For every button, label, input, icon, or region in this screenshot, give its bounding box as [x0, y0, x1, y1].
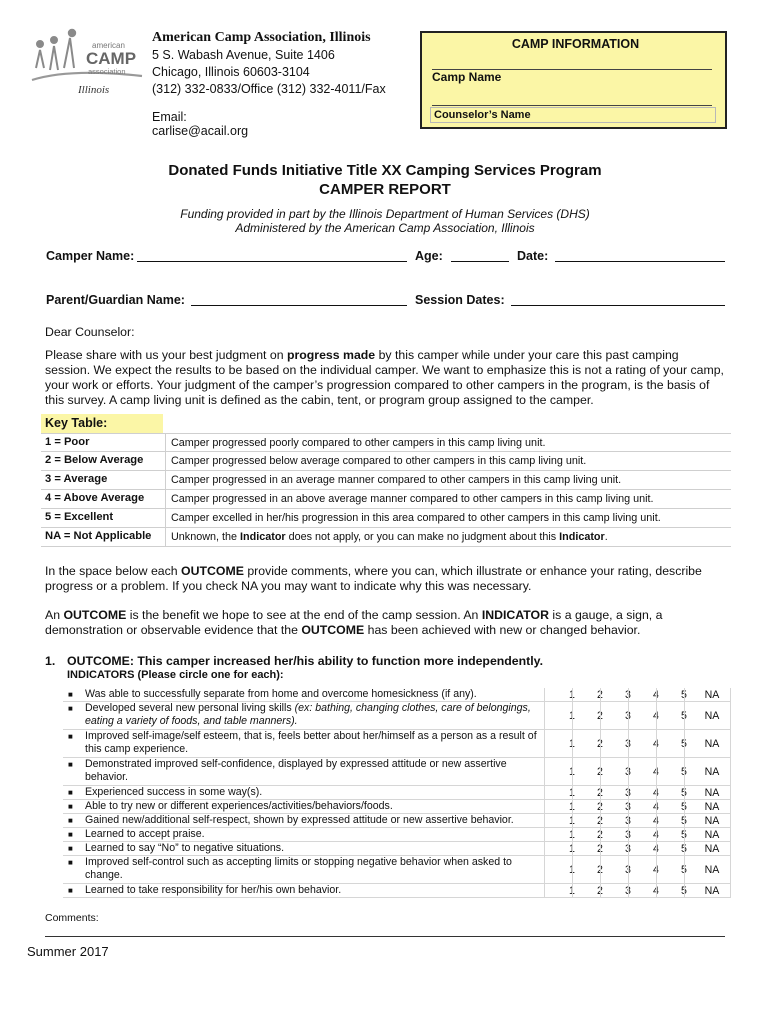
score-option-3[interactable]: 3 [625, 843, 631, 855]
score-option-2[interactable]: 2 [597, 801, 603, 813]
camp-info-title: CAMP INFORMATION [511, 37, 640, 51]
score-option-4[interactable]: 4 [653, 710, 659, 722]
session-dates-line[interactable] [511, 305, 725, 306]
outcome-title: OUTCOME: This camper increased her/his ability to function more independently. [67, 654, 544, 668]
score-option-1[interactable]: 1 [569, 738, 575, 750]
score-option-2[interactable]: 2 [597, 864, 603, 876]
score-option-na[interactable]: NA [704, 710, 720, 722]
score-option-5[interactable]: 5 [681, 829, 687, 841]
indicator-row [63, 786, 730, 800]
score-option-5[interactable]: 5 [681, 787, 687, 799]
age-label: Age: [415, 249, 443, 263]
indicator-text: Developed several new personal living skills (ex: bathing, changing clothes, care of belongings, eating a variety of foods, and table manners). [85, 702, 531, 727]
logo-line-2: CAMP [86, 49, 137, 68]
key-description: Camper excelled in her/his progression in this area compared to other campers in this camp living unit. [171, 512, 661, 524]
indicator-text: Learned to say “No” to negative situations. [85, 842, 285, 854]
session-dates-label: Session Dates: [415, 293, 505, 307]
funding-line-1: Funding provided in part by the Illinois Department of Human Services (DHS) [180, 207, 590, 221]
score-option-2[interactable]: 2 [597, 885, 603, 897]
email-label: Email: [152, 110, 187, 124]
instructions-paragraph: In the space below each OUTCOME provide comments, where you can, which illustrate or enhance your rating, describe progress or a problem. If you check NA you may want to indicate why this was necessary. [45, 564, 702, 593]
comments-line[interactable] [45, 936, 725, 937]
score-column-divider [684, 688, 685, 898]
indicator-text: Learned to take responsibility for her/his own behavior. [85, 884, 342, 896]
score-option-1[interactable]: 1 [569, 815, 575, 827]
org-name: American Camp Association, Illinois [152, 30, 371, 45]
parent-name-line[interactable] [191, 305, 407, 306]
score-option-2[interactable]: 2 [597, 710, 603, 722]
score-option-2[interactable]: 2 [597, 689, 603, 701]
score-option-2[interactable]: 2 [597, 738, 603, 750]
key-table-title: Key Table: [41, 414, 163, 433]
square-bullet-icon: ■ [68, 732, 73, 741]
score-option-3[interactable]: 3 [625, 710, 631, 722]
key-description: Unknown, the Indicator does not apply, or you can make no judgment about this Indicator. [171, 531, 608, 543]
indicator-row [63, 856, 730, 884]
indicators-subtitle: INDICATORS (Please circle one for each): [67, 669, 284, 681]
key-description: Camper progressed in an above average manner compared to other campers in this camp living unit. [171, 493, 654, 505]
footer-date: Summer 2017 [27, 944, 109, 959]
score-option-5[interactable]: 5 [681, 710, 687, 722]
age-line[interactable] [451, 261, 509, 262]
key-description: Camper progressed in an average manner compared to other campers in this camp living unit. [171, 474, 622, 486]
score-option-2[interactable]: 2 [597, 787, 603, 799]
score-option-1[interactable]: 1 [569, 864, 575, 876]
indicator-row [63, 814, 730, 828]
indicator-text: Able to try new or different experiences/activities/behaviors/foods. [85, 800, 393, 812]
logo-line-1: american [92, 41, 125, 50]
indicator-text: Gained new/additional self-respect, shown by expressed attitude or new assertive behavior. [85, 814, 514, 826]
score-option-na[interactable]: NA [704, 864, 720, 876]
key-description: Camper progressed below average compared to other campers in this camp living unit. [171, 455, 587, 467]
indicator-row [63, 800, 730, 814]
key-code: 1 = Poor [45, 436, 90, 448]
definitions-paragraph: An OUTCOME is the benefit we hope to see at the end of the camp session. An INDICATOR is a gauge, a sign, a demonstration or observable evidence that the OUTCOME has been achieved with new or changed behavior. [45, 608, 663, 637]
score-option-na[interactable]: NA [704, 801, 720, 813]
score-option-1[interactable]: 1 [569, 885, 575, 897]
score-option-3[interactable]: 3 [625, 766, 631, 778]
square-bullet-icon: ■ [68, 760, 73, 769]
score-option-5[interactable]: 5 [681, 689, 687, 701]
score-option-4[interactable]: 4 [653, 689, 659, 701]
logo-line-3: association [88, 67, 126, 76]
comments-label: Comments: [45, 912, 99, 924]
score-option-4[interactable]: 4 [653, 801, 659, 813]
key-code: 2 = Below Average [45, 454, 144, 466]
salutation: Dear Counselor: [45, 325, 135, 339]
indicator-row [63, 702, 730, 730]
email-address[interactable]: carlise@acail.org [152, 124, 249, 138]
indicator-text: Improved self-control such as accepting limits or stopping negative behavior when asked to change. [85, 856, 512, 881]
parent-name-label: Parent/Guardian Name: [46, 293, 185, 307]
square-bullet-icon: ■ [68, 886, 73, 895]
score-option-2[interactable]: 2 [597, 766, 603, 778]
score-option-4[interactable]: 4 [653, 815, 659, 827]
score-column-divider [572, 688, 573, 898]
logo-state: Illinois [78, 84, 110, 96]
score-column-divider [628, 688, 629, 898]
score-option-3[interactable]: 3 [625, 787, 631, 799]
key-description: Camper progressed poorly compared to other campers in this camp living unit. [171, 437, 546, 449]
score-option-5[interactable]: 5 [681, 801, 687, 813]
key-row-poor [41, 433, 731, 452]
score-column-divider [544, 688, 545, 898]
intro-paragraph: Please share with us your best judgment on progress made by this camper while under your care this past camping session. We expect the results to be based on the individual camper. We want to emphasize this is not a rating of your camp, your work or efforts. Your judgment of the camper’s progression compared to other campers in the program, is the basis of this survey. A camp living unit is defined as the cabin, tent, or program group assigned to the camper. [45, 348, 724, 407]
score-option-4[interactable]: 4 [653, 864, 659, 876]
counselor-name-field[interactable]: Counselor’s Name [430, 107, 716, 123]
square-bullet-icon: ■ [68, 802, 73, 811]
date-label: Date: [517, 249, 549, 263]
score-option-na[interactable]: NA [704, 738, 720, 750]
score-option-5[interactable]: 5 [681, 843, 687, 855]
square-bullet-icon: ■ [68, 690, 73, 699]
score-option-5[interactable]: 5 [681, 738, 687, 750]
score-option-na[interactable]: NA [704, 787, 720, 799]
score-option-na[interactable]: NA [704, 843, 720, 855]
score-option-na[interactable]: NA [704, 815, 720, 827]
score-option-5[interactable]: 5 [681, 766, 687, 778]
score-option-4[interactable]: 4 [653, 738, 659, 750]
program-title: Donated Funds Initiative Title XX Camping Services Program [168, 162, 602, 179]
indicator-row [63, 758, 730, 786]
score-column-divider [600, 688, 601, 898]
key-code: 3 = Average [45, 473, 108, 485]
camper-name-label: Camper Name: [46, 249, 135, 263]
funding-line-2: Administered by the American Camp Association, Illinois [235, 221, 535, 235]
score-option-2[interactable]: 2 [597, 815, 603, 827]
score-option-3[interactable]: 3 [625, 864, 631, 876]
indicator-text: Improved self-image/self esteem, that is, feels better about her/himself as a person as a result of this camp experience. [85, 730, 537, 755]
address-line-1: 5 S. Wabash Avenue, Suite 1406 [152, 48, 335, 62]
date-line[interactable] [555, 261, 725, 262]
score-option-1[interactable]: 1 [569, 843, 575, 855]
score-option-4[interactable]: 4 [653, 843, 659, 855]
score-option-4[interactable]: 4 [653, 766, 659, 778]
indicator-text: Was able to successfully separate from home and overcome homesickness (if any). [85, 688, 477, 700]
indicator-row [63, 730, 730, 758]
camp-information-box [420, 31, 727, 129]
score-option-3[interactable]: 3 [625, 689, 631, 701]
score-option-2[interactable]: 2 [597, 829, 603, 841]
key-code: NA = Not Applicable [45, 530, 152, 542]
score-option-4[interactable]: 4 [653, 885, 659, 897]
indicator-text: Demonstrated improved self-confidence, displayed by expressed attitude or new assertive behavior. [85, 758, 507, 783]
score-option-1[interactable]: 1 [569, 710, 575, 722]
square-bullet-icon: ■ [68, 830, 73, 839]
score-option-3[interactable]: 3 [625, 815, 631, 827]
square-bullet-icon: ■ [68, 816, 73, 825]
score-option-1[interactable]: 1 [569, 689, 575, 701]
indicator-row [63, 828, 730, 842]
camp-name-label: Camp Name [432, 70, 502, 84]
key-row-below-average [41, 452, 731, 471]
indicator-row [63, 842, 730, 856]
outcome-number: 1. [45, 654, 56, 668]
score-option-3[interactable]: 3 [625, 738, 631, 750]
score-option-3[interactable]: 3 [625, 885, 631, 897]
indicator-text: Learned to accept praise. [85, 828, 205, 840]
score-option-3[interactable]: 3 [625, 829, 631, 841]
camper-name-line[interactable] [137, 261, 407, 262]
score-option-1[interactable]: 1 [569, 801, 575, 813]
square-bullet-icon: ■ [68, 844, 73, 853]
key-row-above-average [41, 490, 731, 509]
score-option-na[interactable]: NA [704, 766, 720, 778]
key-row-average [41, 471, 731, 490]
score-option-5[interactable]: 5 [681, 864, 687, 876]
indicator-row [63, 688, 730, 702]
square-bullet-icon: ■ [68, 704, 73, 713]
score-option-na[interactable]: NA [704, 689, 720, 701]
phone-fax: (312) 332-0833/Office (312) 332-4011/Fax [152, 82, 386, 96]
score-option-5[interactable]: 5 [681, 815, 687, 827]
score-option-1[interactable]: 1 [569, 829, 575, 841]
key-code: 4 = Above Average [45, 492, 145, 504]
score-option-na[interactable]: NA [704, 829, 720, 841]
score-option-5[interactable]: 5 [681, 885, 687, 897]
address-line-2: Chicago, Illinois 60603-3104 [152, 65, 310, 79]
square-bullet-icon: ■ [68, 788, 73, 797]
key-row-not-applicable [41, 528, 731, 547]
score-column-divider [656, 688, 657, 898]
key-code: 5 = Excellent [45, 511, 114, 523]
score-option-4[interactable]: 4 [653, 787, 659, 799]
score-option-2[interactable]: 2 [597, 843, 603, 855]
score-option-1[interactable]: 1 [569, 787, 575, 799]
score-option-3[interactable]: 3 [625, 801, 631, 813]
counselor-name-line[interactable] [432, 105, 712, 106]
score-option-na[interactable]: NA [704, 885, 720, 897]
report-title: CAMPER REPORT [319, 181, 451, 198]
score-column-divider [730, 688, 731, 898]
indicator-row [63, 884, 730, 898]
score-option-4[interactable]: 4 [653, 829, 659, 841]
key-row-excellent [41, 509, 731, 528]
square-bullet-icon: ■ [68, 858, 73, 867]
score-option-1[interactable]: 1 [569, 766, 575, 778]
indicator-text: Experienced success in some way(s). [85, 786, 263, 798]
